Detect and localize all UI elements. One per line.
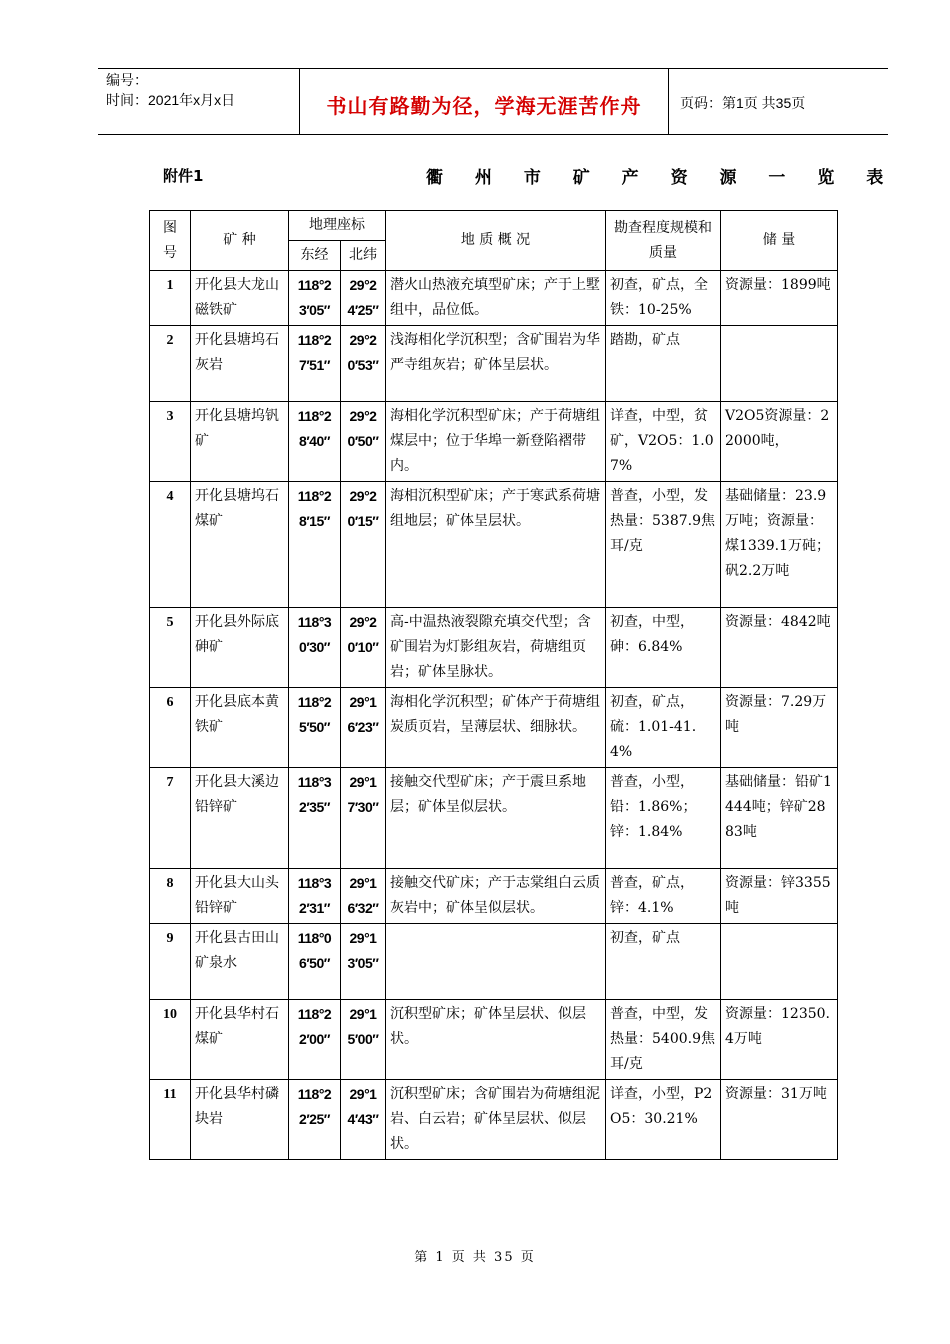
table-row <box>150 1000 838 1080</box>
row-east-longitude: 118°32′35″ <box>289 768 341 869</box>
row-survey: 详查，小型，P2O5：30.21% <box>606 1080 721 1160</box>
row-id: 10 <box>150 1000 191 1080</box>
row-id: 4 <box>150 482 191 608</box>
header-page-label: 页码：第1页 共35页 <box>680 95 806 111</box>
row-geology: 海相化学沉积型矿床；产于荷塘组煤层中；位于华埠一新登陷褶带内。 <box>386 402 606 482</box>
row-survey: 初查，中型，砷：6.84% <box>606 608 721 688</box>
row-geology: 潜火山热液充填型矿床；产于上墅组中，品位低。 <box>386 271 606 326</box>
row-north-latitude: 29°16′23″ <box>341 688 386 768</box>
time-label: 时间：2021年x月x日 <box>106 92 236 108</box>
row-reserve: 资源量：31万吨 <box>721 1080 838 1160</box>
mineral-resource-table <box>149 210 838 1160</box>
table-row <box>150 1080 838 1160</box>
row-reserve: 资源量：7.29万吨 <box>721 688 838 768</box>
row-north-latitude: 29°15′00″ <box>341 1000 386 1080</box>
row-survey: 初查，矿点，硫：1.01-41.4% <box>606 688 721 768</box>
row-east-longitude: 118°28′40″ <box>289 402 341 482</box>
row-geology: 海相沉积型矿床；产于寒武系荷塘组地层；矿体呈层状。 <box>386 482 606 608</box>
row-geology: 接触交代型矿床；产于震旦系地层；矿体呈似层状。 <box>386 768 606 869</box>
row-east-longitude: 118°32′31″ <box>289 869 341 924</box>
table-row <box>150 768 838 869</box>
page-footer: 第 1 页 共 35 页 <box>414 1250 536 1265</box>
row-reserve <box>721 326 838 402</box>
row-geology: 沉积型矿床；矿体呈层状、似层状。 <box>386 1000 606 1080</box>
row-reserve: 基础储量：铅矿1444吨；锌矿2883吨 <box>721 768 838 869</box>
row-north-latitude: 29°17′30″ <box>341 768 386 869</box>
row-id: 7 <box>150 768 191 869</box>
row-id: 6 <box>150 688 191 768</box>
header-reserve: 储 量 <box>721 211 838 271</box>
row-north-latitude: 29°16′32″ <box>341 869 386 924</box>
table-row <box>150 326 838 402</box>
row-reserve: 资源量：1899吨 <box>721 271 838 326</box>
table-row <box>150 688 838 768</box>
header-north: 北纬 <box>341 241 386 271</box>
row-id: 11 <box>150 1080 191 1160</box>
row-reserve: 资源量：4842吨 <box>721 608 838 688</box>
row-survey: 普查，矿点，锌：4.1% <box>606 869 721 924</box>
header-geology: 地 质 概 况 <box>386 211 606 271</box>
row-east-longitude: 118°25′50″ <box>289 688 341 768</box>
attachment-label: 附件1 <box>163 167 204 185</box>
row-east-longitude: 118°28′15″ <box>289 482 341 608</box>
row-north-latitude: 29°20′50″ <box>341 402 386 482</box>
row-east-longitude: 118°23′05″ <box>289 271 341 326</box>
row-survey: 初查，矿点 <box>606 924 721 1000</box>
header-bottom-rule <box>98 134 888 135</box>
row-geology: 高-中温热液裂隙充填交代型；含矿围岩为灯影组灰岩，荷塘组页岩；矿体呈脉状。 <box>386 608 606 688</box>
table-row <box>150 608 838 688</box>
table-row <box>150 271 838 326</box>
row-geology: 海相化学沉积型；矿体产于荷塘组炭质页岩，呈薄层状、细脉状。 <box>386 688 606 768</box>
header-mineral: 矿 种 <box>191 211 289 271</box>
row-mineral-name: 开化县塘坞钒矿 <box>191 402 289 482</box>
row-survey: 普查，小型，发热量：5387.9焦耳/克 <box>606 482 721 608</box>
row-id: 3 <box>150 402 191 482</box>
row-mineral-name: 开化县塘坞石灰岩 <box>191 326 289 402</box>
code-label: 编号： <box>106 72 148 88</box>
row-east-longitude: 118°30′30″ <box>289 608 341 688</box>
table-row <box>150 482 838 608</box>
row-east-longitude: 118°22′00″ <box>289 1000 341 1080</box>
row-id: 9 <box>150 924 191 1000</box>
row-id: 8 <box>150 869 191 924</box>
row-reserve: V2O5资源量：22000吨， <box>721 402 838 482</box>
row-survey: 普查，中型，发热量：5400.9焦耳/克 <box>606 1000 721 1080</box>
row-id: 1 <box>150 271 191 326</box>
row-reserve: 资源量：12350.4万吨 <box>721 1000 838 1080</box>
table-row <box>150 869 838 924</box>
header-coords: 地理座标 <box>289 211 386 241</box>
row-north-latitude: 29°14′43″ <box>341 1080 386 1160</box>
row-id: 5 <box>150 608 191 688</box>
row-north-latitude: 29°20′10″ <box>341 608 386 688</box>
table-row <box>150 924 838 1000</box>
row-survey: 踏勘，矿点 <box>606 326 721 402</box>
row-reserve: 资源量：锌3355吨 <box>721 869 838 924</box>
row-mineral-name: 开化县大山头铅锌矿 <box>191 869 289 924</box>
header-top-rule <box>98 68 888 69</box>
row-north-latitude: 29°20′15″ <box>341 482 386 608</box>
header-east: 东经 <box>289 241 341 271</box>
table-row <box>150 402 838 482</box>
row-geology: 沉积型矿床；含矿围岩为荷塘组泥岩、白云岩；矿体呈层状、似层状。 <box>386 1080 606 1160</box>
row-north-latitude: 29°13′05″ <box>341 924 386 1000</box>
row-id: 2 <box>150 326 191 402</box>
row-mineral-name: 开化县大龙山磁铁矿 <box>191 271 289 326</box>
row-reserve: 基础储量：23.9万吨；资源量：煤1339.1万砘；矾2.2万吨 <box>721 482 838 608</box>
row-reserve <box>721 924 838 1000</box>
header-survey: 勘查程度规模和质量 <box>606 211 721 271</box>
row-mineral-name: 开化县华村磷块岩 <box>191 1080 289 1160</box>
row-east-longitude: 118°22′25″ <box>289 1080 341 1160</box>
row-survey: 普查，小型，铅：1.86%；锌：1.84% <box>606 768 721 869</box>
row-mineral-name: 开化县华村石煤矿 <box>191 1000 289 1080</box>
row-mineral-name: 开化县外际底砷矿 <box>191 608 289 688</box>
row-geology: 接触交代矿床；产于志棠组白云质灰岩中；矿体呈似层状。 <box>386 869 606 924</box>
row-survey: 详查，中型，贫矿，V2O5：1.07% <box>606 402 721 482</box>
row-survey: 初查，矿点，全铁：10-25% <box>606 271 721 326</box>
header-id: 图 号 <box>150 211 191 271</box>
row-north-latitude: 29°24′25″ <box>341 271 386 326</box>
row-mineral-name: 开化县塘坞石煤矿 <box>191 482 289 608</box>
header-motto: 书山有路勤为径，学海无涯苦作舟 <box>326 94 642 118</box>
row-geology <box>386 924 606 1000</box>
page-title: 衢 州 市 矿 产 资 源 一 览 表 <box>426 168 897 188</box>
row-east-longitude: 118°27′51″ <box>289 326 341 402</box>
row-mineral-name: 开化县古田山矿泉水 <box>191 924 289 1000</box>
header-divider-right <box>668 68 669 134</box>
row-north-latitude: 29°20′53″ <box>341 326 386 402</box>
row-mineral-name: 开化县底本黄铁矿 <box>191 688 289 768</box>
row-mineral-name: 开化县大溪边铅锌矿 <box>191 768 289 869</box>
header-meta <box>106 70 235 110</box>
row-east-longitude: 118°06′50″ <box>289 924 341 1000</box>
row-geology: 浅海相化学沉积型；含矿围岩为华严寺组灰岩；矿体呈层状。 <box>386 326 606 402</box>
